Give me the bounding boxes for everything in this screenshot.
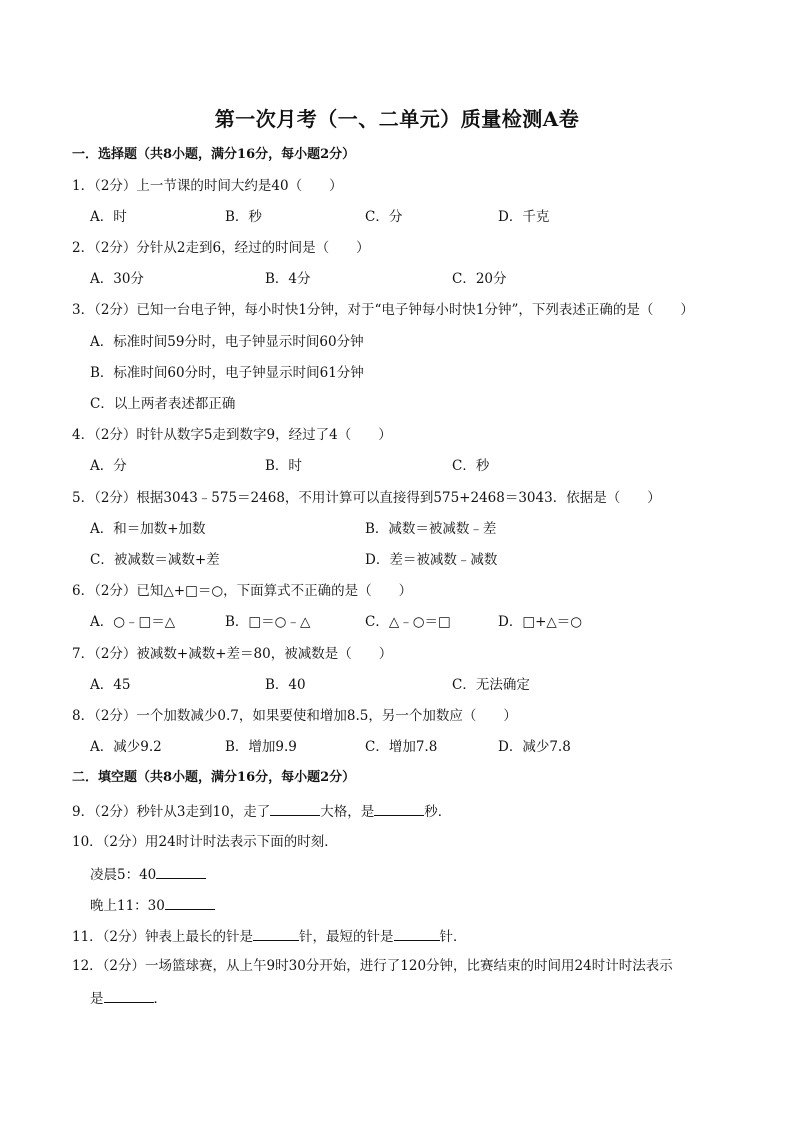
question-1-option-a: A．时: [90, 209, 127, 225]
question-6-option-d: D．□+△＝○: [498, 614, 583, 630]
question-9-text-2: 大格，是: [320, 804, 375, 820]
question-5-option-c: C．被减数＝减数+差: [90, 552, 220, 568]
question-4-stem: 4．（2分）时针从数字5走到数字9，经过了4（ ）: [72, 427, 392, 443]
question-1-option-b: B．秒: [225, 209, 262, 225]
question-2-option-a: A．30分: [90, 271, 144, 287]
question-5-option-d: D．差＝被减数﹣减数: [365, 552, 498, 568]
question-1-option-c: C．分: [365, 209, 403, 225]
answer-blank[interactable]: [156, 864, 206, 879]
question-5-stem: 5．（2分）根据3043﹣575＝2468，不用计算可以直接得到575+2468＝3043．依据是（ ）: [72, 490, 661, 506]
question-12-text-1: 是: [90, 991, 104, 1007]
question-4-option-a: A．分: [90, 458, 127, 474]
question-7-option-b: B．40: [265, 677, 306, 693]
question-7-option-a: A．45: [90, 677, 131, 693]
question-9: [72, 801, 451, 821]
question-10-stem: 10．（2分）用24时计时法表示下面的时刻．: [72, 834, 338, 850]
answer-blank[interactable]: [165, 895, 215, 910]
question-6-option-a: A．○﹣□＝△: [90, 614, 176, 630]
answer-blank[interactable]: [253, 926, 299, 941]
question-7-option-c: C．无法确定: [452, 677, 530, 693]
question-9-text-3: 秒．: [424, 804, 452, 820]
question-10-item-1-text: 凌晨5：40: [90, 867, 157, 883]
question-6-option-c: C．△﹣○＝□: [365, 614, 451, 630]
answer-blank[interactable]: [374, 801, 424, 816]
question-4-option-b: B．时: [265, 458, 302, 474]
question-2-stem: 2．（2分）分针从2走到6，经过的时间是（ ）: [72, 240, 370, 256]
question-11-text-2: 针，最短的针是: [299, 929, 394, 945]
question-3-option-c: C．以上两者表述都正确: [90, 396, 236, 412]
question-8-option-d: D．减少7.8: [498, 739, 571, 755]
question-10-item-2-text: 晚上11：30: [90, 898, 165, 914]
section-heading-choice: 一．选择题（共8小题，满分16分，每小题2分）: [72, 147, 356, 162]
question-2-option-b: B．4分: [265, 271, 311, 287]
question-11-text-1: 11．（2分）钟表上最长的针是: [72, 929, 254, 945]
question-5-option-b: B．减数＝被减数﹣差: [365, 521, 497, 537]
question-6-option-b: B．□＝○﹣△: [225, 614, 311, 630]
question-8-option-c: C．增加7.8: [365, 739, 438, 755]
section-heading-fill: 二．填空题（共8小题，满分16分，每小题2分）: [72, 770, 356, 785]
question-2-option-c: C．20分: [452, 271, 507, 287]
question-12-text-2: ．: [153, 991, 167, 1007]
answer-blank[interactable]: [394, 926, 440, 941]
question-8-option-a: A．减少9.2: [90, 739, 162, 755]
question-3-stem: 3．（2分）已知一台电子钟，每小时快1分钟，对于“电子钟每小时快1分钟”，下列表述正确的是（ ）: [72, 302, 694, 318]
question-4-option-c: C．秒: [452, 458, 490, 474]
question-11: [72, 926, 467, 946]
question-8-option-b: B．增加9.9: [225, 739, 297, 755]
answer-blank[interactable]: [270, 801, 320, 816]
question-5-option-a: A．和＝加数+加数: [90, 521, 206, 537]
question-3-option-b: B．标准时间60分时，电子钟显示时间61分钟: [90, 365, 364, 381]
question-8-stem: 8．（2分）一个加数减少0.7，如果要使和增加8.5，另一个加数应（ ）: [72, 708, 517, 724]
question-12-answer-line: [90, 988, 167, 1008]
question-6-stem: 6．（2分）已知△+□＝○，下面算式不正确的是（ ）: [72, 583, 413, 599]
answer-blank[interactable]: [104, 988, 154, 1003]
question-10-item-2: [90, 895, 215, 915]
question-9-text-1: 9．（2分）秒针从3走到10，走了: [72, 804, 271, 820]
question-3-option-a: A．标准时间59分时，电子钟显示时间60分钟: [90, 334, 364, 350]
question-7-stem: 7．（2分）被减数+减数+差＝80，被减数是（ ）: [72, 646, 393, 662]
question-12-stem: 12．（2分）一场篮球赛，从上午9时30分开始，进行了120分钟，比赛结束的时间用24时计时法表示: [72, 958, 673, 974]
page-title: 第一次月考（一、二单元）质量检测A卷: [214, 107, 580, 131]
question-10-item-1: [90, 864, 206, 884]
question-1-stem: 1．（2分）上一节课的时间大约是40（ ）: [72, 178, 343, 194]
question-11-text-3: 针．: [439, 929, 467, 945]
question-1-option-d: D．千克: [498, 209, 550, 225]
